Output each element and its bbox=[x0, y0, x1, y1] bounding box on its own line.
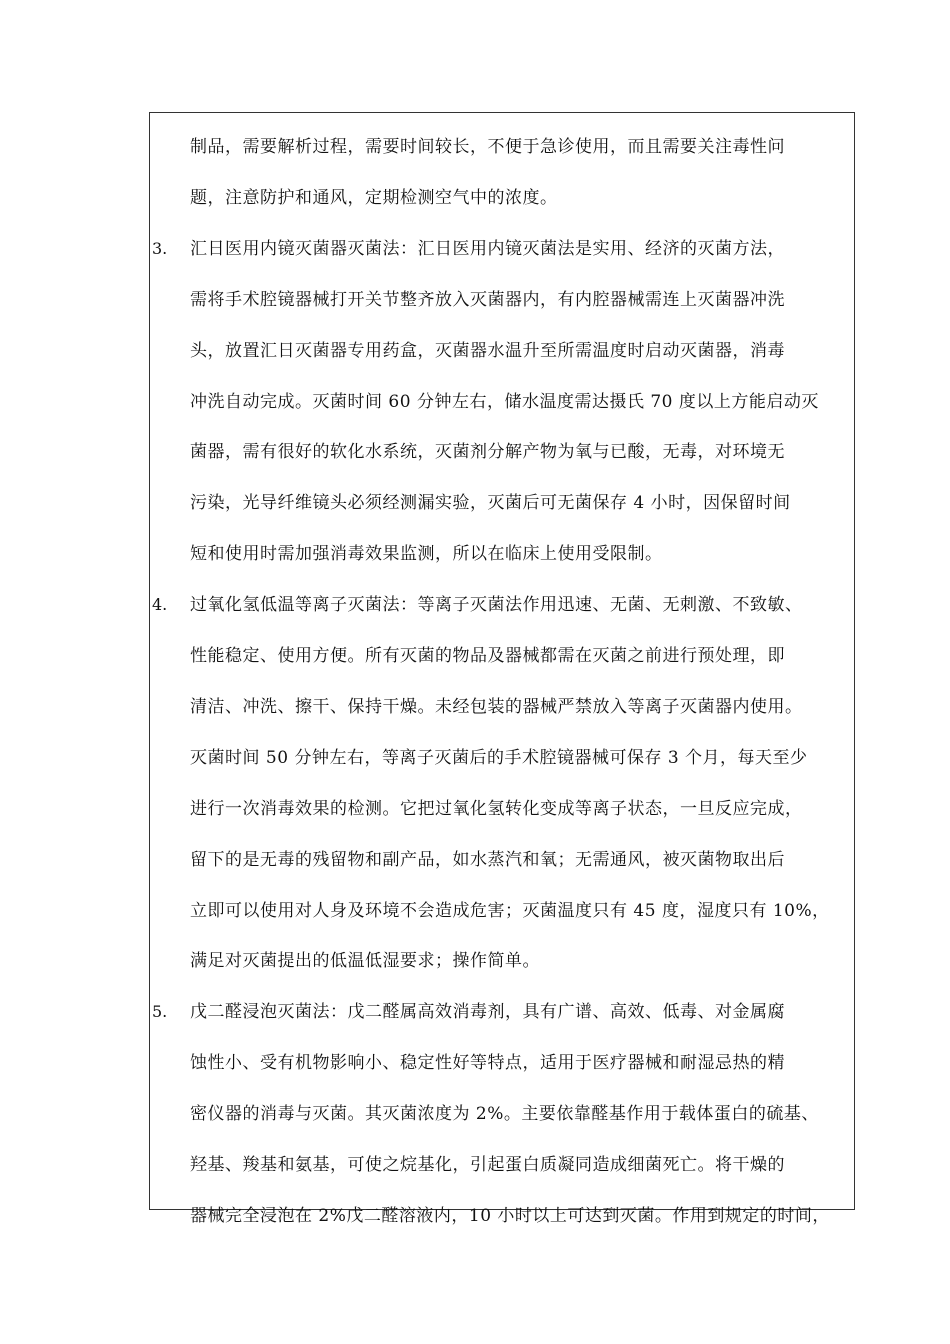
paragraph-line: 器械完全浸泡在 2%戊二醛溶液内，10 小时以上可达到灭菌。作用到规定的时间， bbox=[190, 1205, 830, 1226]
paragraph-line: 题，注意防护和通风，定期检测空气中的浓度。 bbox=[190, 187, 558, 208]
paragraph-line: 过氧化氢低温等离子灭菌法：等离子灭菌法作用迅速、无菌、无刺激、不致敏、 bbox=[190, 595, 803, 616]
paragraph-line: 污染，光导纤维镜头必须经测漏实验，灭菌后可无菌保存 4 小时，因保留时间 bbox=[190, 493, 791, 514]
paragraph-line: 蚀性小、受有机物影响小、稳定性好等特点，适用于医疗器械和耐湿忌热的精 bbox=[190, 1053, 785, 1074]
paragraph-line: 清洁、冲洗、擦干、保持干燥。未经包装的器械严禁放入等离子灭菌器内使用。 bbox=[190, 696, 803, 717]
list-item-number: 5. bbox=[152, 1002, 168, 1022]
paragraph-line: 冲洗自动完成。灭菌时间 60 分钟左右，储水温度需达摄氏 70 度以上方能启动灭 bbox=[190, 391, 819, 412]
paragraph-line: 羟基、羧基和氨基，可使之烷基化，引起蛋白质凝同造成细菌死亡。将干燥的 bbox=[190, 1155, 785, 1175]
paragraph-line: 菌器，需有很好的软化水系统，灭菌剂分解产物为氧与已酸，无毒，对环境无 bbox=[190, 442, 785, 463]
paragraph-line: 满足对灭菌提出的低温低湿要求；操作简单。 bbox=[190, 951, 540, 972]
paragraph-line: 进行一次消毒效果的检测。它把过氧化氢转化变成等离子状态，一旦反应完成， bbox=[190, 798, 803, 819]
paragraph-line: 灭菌时间 50 分钟左右，等离子灭菌后的手术腔镜器械可保存 3 个月，每天至少 bbox=[190, 747, 808, 768]
list-item-number: 4. bbox=[152, 595, 168, 615]
paragraph-line: 留下的是无毒的残留物和副产品，如水蒸汽和氧；无需通风，被灭菌物取出后 bbox=[190, 849, 785, 870]
paragraph-line: 性能稳定、使用方便。所有灭菌的物品及器械都需在灭菌之前进行预处理，即 bbox=[190, 646, 785, 666]
paragraph-line: 汇日医用内镜灭菌器灭菌法：汇日医用内镜灭菌法是实用、经济的灭菌方法， bbox=[190, 238, 785, 259]
paragraph-line: 制品，需要解析过程，需要时间较长，不便于急诊使用，而且需要关注毒性问 bbox=[190, 137, 785, 157]
document-frame bbox=[149, 112, 855, 1226]
paragraph-line: 戊二醛浸泡灭菌法：戊二醛属高效消毒剂，具有广谱、高效、低毒、对金属腐 bbox=[190, 1002, 785, 1023]
paragraph-line: 头，放置汇日灭菌器专用药盒，灭菌器水温升至所需温度时启动灭菌器，消毒 bbox=[190, 340, 785, 361]
paragraph-line: 需将手术腔镜器械打开关节整齐放入灭菌器内，有内腔器械需连上灭菌器冲洗 bbox=[190, 289, 785, 310]
list-item-number: 3. bbox=[152, 238, 168, 258]
paragraph-line: 立即可以使用对人身及环境不会造成危害；灭菌温度只有 45 度，湿度只有 10%， bbox=[190, 900, 830, 921]
paragraph-line: 密仪器的消毒与灭菌。其灭菌浓度为 2%。主要依靠醛基作用于载体蛋白的硫基、 bbox=[190, 1104, 819, 1125]
paragraph-line: 短和使用时需加强消毒效果监测，所以在临床上使用受限制。 bbox=[190, 544, 663, 565]
